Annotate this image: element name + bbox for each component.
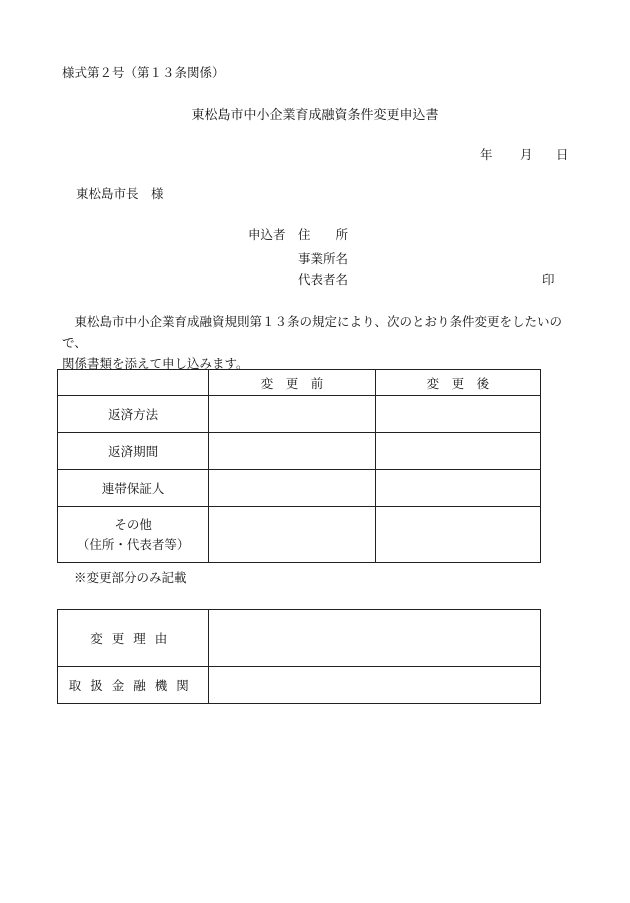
- financial-institution-label: 取扱金融機関: [58, 667, 209, 704]
- row-label-guarantor: 連帯保証人: [58, 470, 209, 507]
- document-title: 東松島市中小企業育成融資条件変更申込書: [191, 108, 439, 123]
- table-row: [58, 470, 541, 507]
- other-before-field[interactable]: [209, 507, 375, 563]
- other-label-line-2: （住所・代表者等）: [76, 536, 190, 552]
- header-before-change: 変 更 前: [209, 370, 375, 396]
- repayment-method-after-field[interactable]: [375, 396, 540, 433]
- table-note: ※変更部分のみ記載: [74, 570, 187, 585]
- header-after-change: 変 更 後: [375, 370, 540, 396]
- table-row: [58, 667, 541, 704]
- table-row: [58, 433, 541, 470]
- table-row: [58, 610, 541, 667]
- date-year-label: 年: [480, 147, 493, 162]
- change-table: [57, 369, 541, 563]
- repayment-period-after-field[interactable]: [375, 433, 540, 470]
- guarantor-after-field[interactable]: [375, 470, 540, 507]
- form-number: 様式第２号（第１３条関係）: [62, 65, 225, 80]
- application-statement: [62, 311, 582, 374]
- row-label-repayment-method: 返済方法: [58, 396, 209, 433]
- applicant-representative-label: 代表者名: [298, 272, 349, 287]
- other-label-line-1: その他: [114, 516, 152, 532]
- guarantor-before-field[interactable]: [209, 470, 375, 507]
- table-header-row: [58, 370, 541, 396]
- addressee: 東松島市長 様: [76, 186, 164, 201]
- reason-table: [57, 609, 541, 704]
- other-after-field[interactable]: [375, 507, 540, 563]
- repayment-period-before-field[interactable]: [209, 433, 375, 470]
- change-reason-label: 変更理由: [58, 610, 209, 667]
- date-month-label: 月: [520, 147, 533, 162]
- change-reason-field[interactable]: [209, 610, 541, 667]
- statement-line-1: 東松島市中小企業育成融資規則第１３条の規定により、次のとおり条件変更をしたいので、: [62, 314, 563, 350]
- applicant-label: 申込者: [248, 227, 286, 242]
- row-label-repayment-period: 返済期間: [58, 433, 209, 470]
- financial-institution-field[interactable]: [209, 667, 541, 704]
- seal-mark: 印: [542, 272, 555, 287]
- repayment-method-before-field[interactable]: [209, 396, 375, 433]
- table-row: [58, 507, 541, 563]
- row-label-other: [58, 507, 209, 563]
- date-day-label: 日: [556, 147, 569, 162]
- applicant-address-label: 住 所: [298, 227, 349, 242]
- statement-line-2: 関係書類を添えて申し込みます。: [62, 356, 249, 371]
- applicant-business-name-label: 事業所名: [298, 251, 349, 266]
- header-cell-blank: [58, 370, 209, 396]
- table-row: [58, 396, 541, 433]
